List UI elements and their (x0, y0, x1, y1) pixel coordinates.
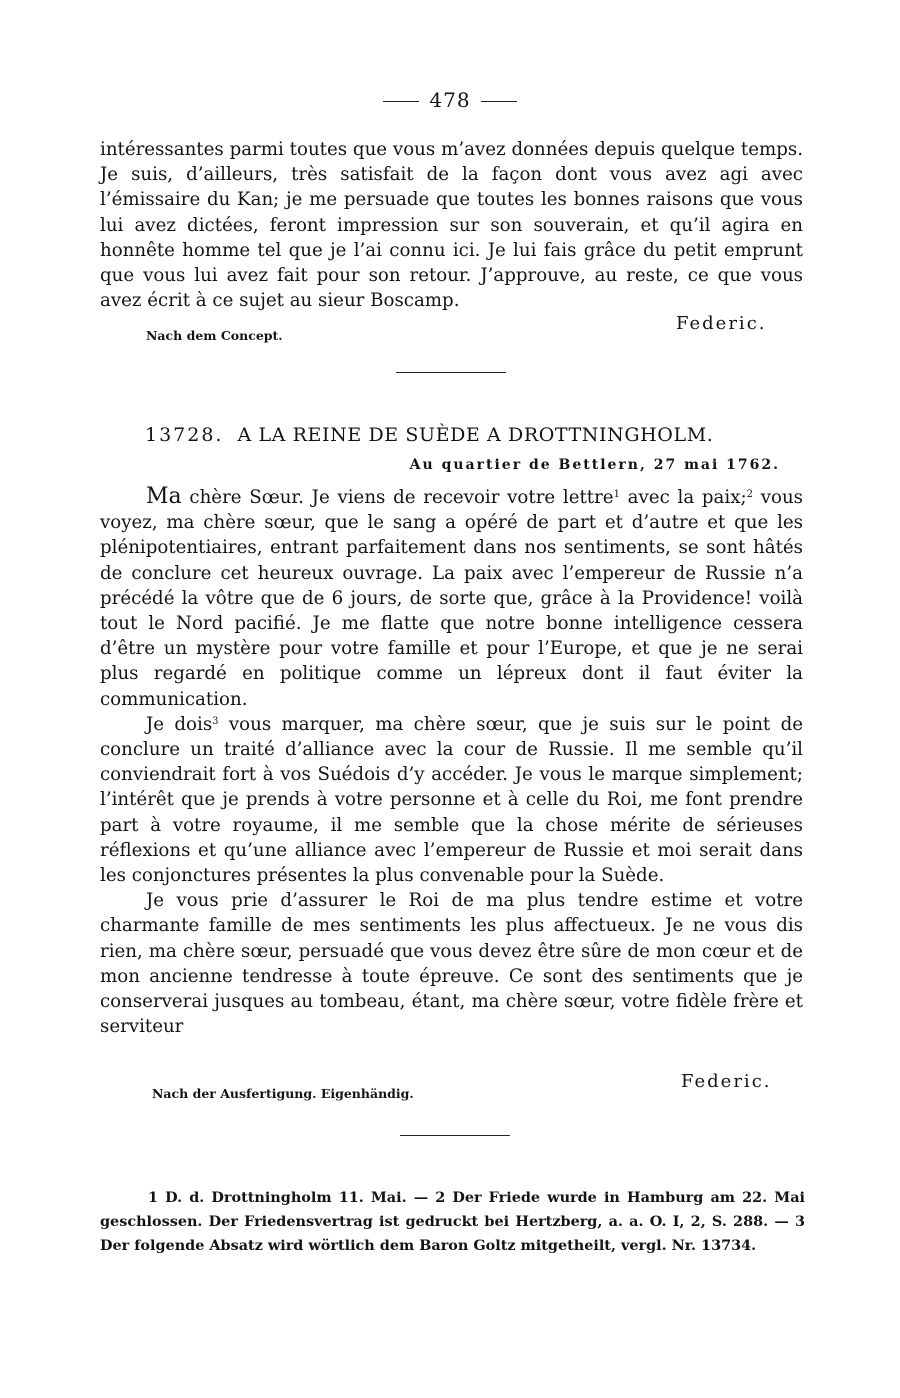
letter-body (100, 484, 803, 1039)
letter-paragraph-2 (100, 712, 803, 888)
letter-paragraph-1 (100, 484, 803, 712)
paragraph-1-text-c: vous voyez, ma chère sœur, que le sang a opéré de part et d’autre et que les plénipotentiaires, entrant parfaitement dans nos sentiments, se sont hâtés de conclure cet heureux ouvrage. La paix avec l’empereur de Russie n’a précédé la vôtre que de 6 jours, de sorte que, grâce à la Providence! voilà tout le Nord pacifié. Je me flatte que notre bonne intelligence cessera d’être un mystère pour votre famille et pour l’Europe, et que je ne serai plus regardé en politique comme un lépreux dont il faut éviter la communication. (100, 487, 804, 710)
salutation: Ma (146, 484, 182, 509)
source-note-concept: Nach dem Concept. (146, 328, 283, 343)
footnotes: 1 D. d. Drottningholm 11. Mai. — 2 Der Friede wurde in Hamburg am 22. Mai geschlossen. Der Friedensvertrag ist gedruckt bei Hertzberg, a. a. O. I, 2, S. 288. — 3 Der folgende Absatz wird wörtlich dem Baron Goltz mitgetheilt, vergl. Nr. 13734. (100, 1189, 805, 1254)
paragraph-1-text-b: avec la paix; (619, 487, 747, 508)
paragraph-1-text-a: chère Sœur. Je viens de recevoir votre lettre (181, 487, 614, 508)
footnote-ref-1: 1 (613, 489, 620, 500)
page-number: 478 (429, 88, 471, 112)
paragraph-2-text-b: vous marquer, ma chère sœur, que je suis sur le point de conclure un traité d’alliance avec la cour de Russie. Il me semble qu’il conviendrait fort à vos Suédois d’y accéder. Je vous le marque simplement; l’intérêt que je prends à votre personne et à celle du Roi, me font prendre part à votre royaume, il me semble que la chose mérite de sérieuses réflexions et qu’une alliance avec l’empereur de Russie et moi serait dans les conjonctures présentes la plus convenable pour la Suède. (100, 713, 803, 887)
footnote-ref-2: 2 (746, 489, 753, 500)
letter-heading (145, 424, 805, 446)
continuation-paragraph: intéressantes parmi toutes que vous m’avez données depuis quelque temps. Je suis, d’ailleurs, très satisfait de la façon dont vous avez agi avec l’émissaire du Kan; je me persuade que toutes les bonnes raisons que vous lui avez dictées, feront impression sur son souverain, et qu’il agira en honnête homme tel que je l’ai connu ici. Je lui fais grâce du petit emprunt que vous lui avez fait pour son retour. J’approuve, au reste, ce que vous avez écrit à ce sujet au sieur Boscamp. (100, 139, 803, 312)
signature-first: Federic. (676, 313, 767, 334)
letter-paragraph-3: Je vous prie d’assurer le Roi de ma plus tendre estime et votre charmante famille de mes sentiments les plus affectueux. Je ne vous dis rien, ma chère sœur, persuadé que vous devez être sûre de mon cœur et de mon ancienne tendresse à toute épreuve. Ce sont des sentiments que je conserverai jusques au tombeau, étant, ma chère sœur, votre fidèle frère et serviteur (100, 890, 803, 1038)
footnote-ref-3: 3 (212, 715, 219, 727)
paragraph-2-text-a: Je dois (146, 713, 213, 735)
letter-place-date: Au quartier de Bettlern, 27 mai 1762. (409, 457, 780, 473)
header-dash-right (481, 101, 517, 102)
letter-title: A LA REINE DE SUÈDE A DROTTNINGHOLM. (237, 424, 714, 446)
section-divider (396, 372, 506, 373)
signature-letter: Federic. (681, 1071, 772, 1092)
running-header (0, 88, 900, 112)
footnote-divider (400, 1135, 510, 1136)
header-dash-left (383, 101, 419, 102)
letter-number: 13728. (145, 424, 224, 446)
source-note-original: Nach der Ausfertigung. Eigenhändig. (152, 1086, 414, 1101)
